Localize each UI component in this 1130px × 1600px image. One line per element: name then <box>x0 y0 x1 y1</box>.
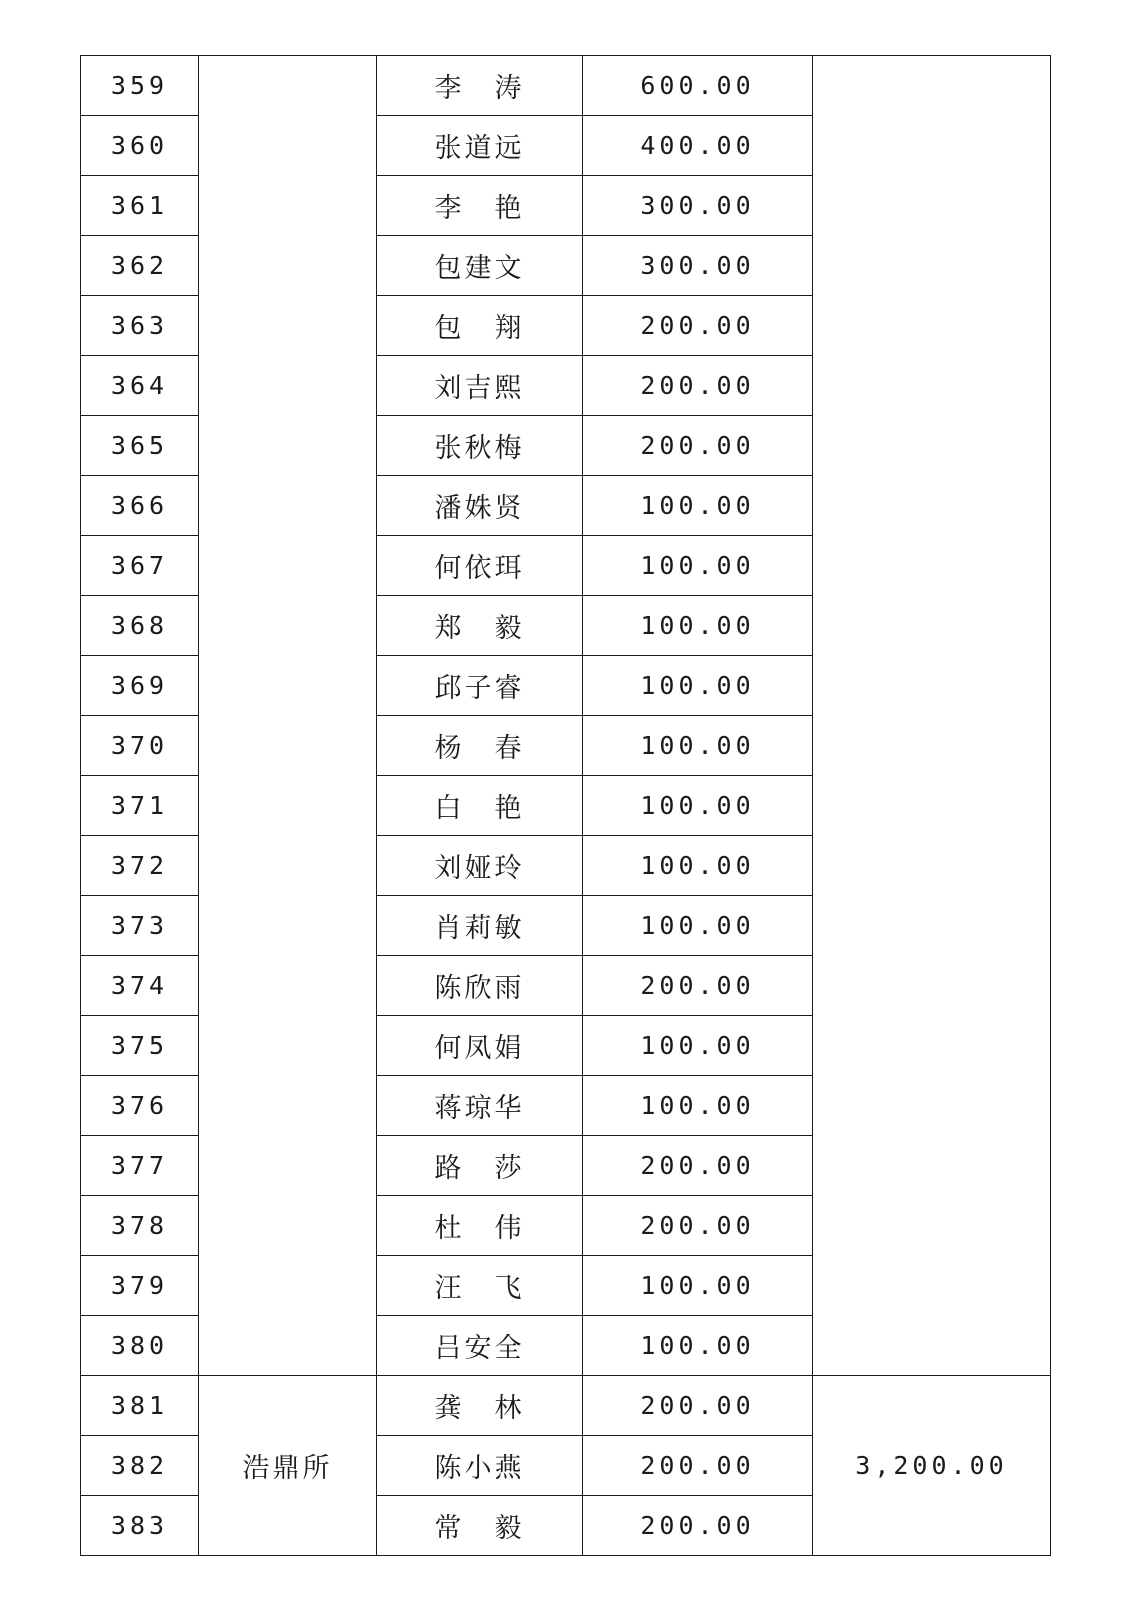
person-name: 何凤娟 <box>377 1016 583 1076</box>
amount: 100.00 <box>583 1016 813 1076</box>
person-name: 吕安全 <box>377 1316 583 1376</box>
unit-cell: 浩鼎所 <box>199 1376 377 1556</box>
row-number: 374 <box>81 956 199 1016</box>
person-name: 郑 毅 <box>377 596 583 656</box>
amount: 100.00 <box>583 896 813 956</box>
row-number: 378 <box>81 1196 199 1256</box>
group-total <box>813 56 1051 1376</box>
table-row <box>81 56 1051 116</box>
person-name: 潘姝贤 <box>377 476 583 536</box>
amount: 100.00 <box>583 1256 813 1316</box>
row-number: 381 <box>81 1376 199 1436</box>
row-number: 361 <box>81 176 199 236</box>
amount: 200.00 <box>583 416 813 476</box>
amount: 100.00 <box>583 536 813 596</box>
row-number: 383 <box>81 1496 199 1556</box>
person-name: 杨 春 <box>377 716 583 776</box>
person-name: 张秋梅 <box>377 416 583 476</box>
row-number: 380 <box>81 1316 199 1376</box>
row-number: 369 <box>81 656 199 716</box>
person-name: 常 毅 <box>377 1496 583 1556</box>
row-number: 362 <box>81 236 199 296</box>
amount: 600.00 <box>583 56 813 116</box>
person-name: 李 艳 <box>377 176 583 236</box>
row-number: 364 <box>81 356 199 416</box>
person-name: 包建文 <box>377 236 583 296</box>
person-name: 肖莉敏 <box>377 896 583 956</box>
amount: 200.00 <box>583 1436 813 1496</box>
amount: 400.00 <box>583 116 813 176</box>
person-name: 何依珥 <box>377 536 583 596</box>
row-number: 373 <box>81 896 199 956</box>
row-number: 379 <box>81 1256 199 1316</box>
person-name: 李 涛 <box>377 56 583 116</box>
amount: 100.00 <box>583 1076 813 1136</box>
person-name: 邱子睿 <box>377 656 583 716</box>
amount: 300.00 <box>583 176 813 236</box>
row-number: 360 <box>81 116 199 176</box>
person-name: 路 莎 <box>377 1136 583 1196</box>
row-number: 363 <box>81 296 199 356</box>
row-number: 377 <box>81 1136 199 1196</box>
person-name: 蒋琼华 <box>377 1076 583 1136</box>
amount: 100.00 <box>583 836 813 896</box>
amount: 100.00 <box>583 476 813 536</box>
row-number: 365 <box>81 416 199 476</box>
amount: 100.00 <box>583 716 813 776</box>
amount: 100.00 <box>583 776 813 836</box>
amount: 200.00 <box>583 956 813 1016</box>
group-total: 3,200.00 <box>813 1376 1051 1556</box>
person-name: 龚 林 <box>377 1376 583 1436</box>
amount: 100.00 <box>583 596 813 656</box>
row-number: 375 <box>81 1016 199 1076</box>
amount: 100.00 <box>583 1316 813 1376</box>
amount: 200.00 <box>583 1196 813 1256</box>
amount: 200.00 <box>583 356 813 416</box>
row-number: 371 <box>81 776 199 836</box>
person-name: 白 艳 <box>377 776 583 836</box>
unit-cell <box>199 56 377 1376</box>
person-name: 包 翔 <box>377 296 583 356</box>
person-name: 刘吉熙 <box>377 356 583 416</box>
row-number: 370 <box>81 716 199 776</box>
person-name: 张道远 <box>377 116 583 176</box>
amount: 200.00 <box>583 1496 813 1556</box>
row-number: 376 <box>81 1076 199 1136</box>
row-number: 366 <box>81 476 199 536</box>
payment-table <box>80 55 1051 1556</box>
person-name: 陈欣雨 <box>377 956 583 1016</box>
row-number: 372 <box>81 836 199 896</box>
amount: 100.00 <box>583 656 813 716</box>
row-number: 368 <box>81 596 199 656</box>
table-row <box>81 1376 1051 1436</box>
amount: 300.00 <box>583 236 813 296</box>
amount: 200.00 <box>583 296 813 356</box>
amount: 200.00 <box>583 1376 813 1436</box>
row-number: 359 <box>81 56 199 116</box>
row-number: 382 <box>81 1436 199 1496</box>
row-number: 367 <box>81 536 199 596</box>
person-name: 汪 飞 <box>377 1256 583 1316</box>
person-name: 刘娅玲 <box>377 836 583 896</box>
person-name: 杜 伟 <box>377 1196 583 1256</box>
person-name: 陈小燕 <box>377 1436 583 1496</box>
amount: 200.00 <box>583 1136 813 1196</box>
